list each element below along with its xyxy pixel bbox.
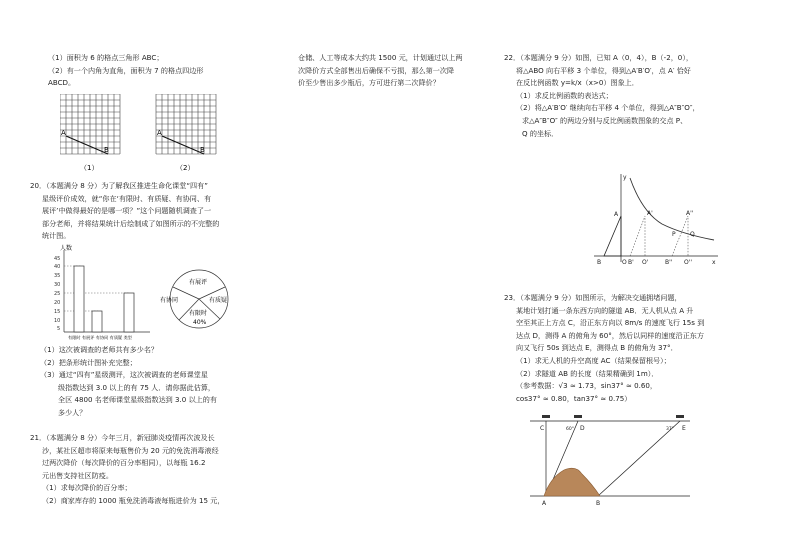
q20-block bbox=[30, 180, 219, 243]
bar-category-labels: 有限时 有展评 有协同 有质疑 类型 bbox=[68, 335, 132, 340]
q22-part2-line3: Q 的坐标． bbox=[522, 128, 559, 138]
q20-questions bbox=[40, 344, 217, 420]
fig-label-d: D bbox=[580, 425, 585, 432]
fig-label-b: B bbox=[596, 500, 601, 507]
fig-label-e: E bbox=[682, 425, 686, 432]
bar-4 bbox=[124, 293, 134, 332]
q21-line-4: 元出售支持社区防疫。 bbox=[42, 470, 113, 480]
graph-label-b: B bbox=[597, 259, 602, 266]
label-a-2: A bbox=[157, 129, 162, 137]
q22-part2-line2: 求△A″B″O″ 的两边分别与反比例函数图象的交点 P、 bbox=[522, 115, 688, 125]
fig-angle-37: 37° bbox=[666, 427, 674, 432]
graph-label-p: P bbox=[672, 231, 676, 238]
segment-ab-2 bbox=[162, 136, 204, 154]
label-b-2: B bbox=[200, 146, 205, 154]
q23-line-1: 23．（本题满分 9 分）如图所示，为解决交通拥堵问题， bbox=[504, 293, 682, 302]
bar-chart bbox=[54, 244, 150, 341]
bar-2 bbox=[92, 311, 102, 332]
q22-line-3: 在反比例函数 y=k/x（x>0）图象上． bbox=[516, 78, 639, 88]
q20-line-5: 统计图。 bbox=[42, 231, 71, 241]
q23-block bbox=[504, 292, 704, 405]
tick-25: 25 bbox=[54, 291, 61, 297]
pie-label-xianshi: 有限时 bbox=[189, 310, 208, 317]
tick-5: 5 bbox=[57, 326, 61, 332]
q21-part2: （2）商家库存的 1000 瓶免洗消毒液每瓶进价为 15 元， bbox=[42, 495, 225, 505]
tick-30: 30 bbox=[54, 282, 61, 288]
q21-part1: （1）求每次降价的百分率； bbox=[42, 483, 132, 493]
tick-10: 10 bbox=[54, 318, 61, 324]
q20-line-1: 20．（本题满分 8 分）为了解我区推进生命化课堂“四有” bbox=[30, 181, 208, 190]
q23-part1: （1）求无人机的升空高度 AC（结果保留根号）； bbox=[516, 355, 671, 365]
q23-ref-1: （参考数据：√3 ≈ 1.73，sin37° ≈ 0.60， bbox=[516, 381, 658, 391]
q20-q1: （1）这次被调查的老师共有多少名？ bbox=[40, 345, 159, 354]
pie-label-zhiyi: 有质疑 bbox=[209, 297, 228, 304]
line-eb bbox=[598, 421, 680, 496]
grid-caption-1: （1） bbox=[80, 164, 99, 172]
fig-label-a: A bbox=[542, 500, 547, 507]
graph-label-x: x bbox=[712, 259, 716, 266]
fig-label-c: C bbox=[540, 425, 545, 432]
graph-label-b2: B'' bbox=[665, 259, 673, 266]
q23-line-2: 某地计划打通一条东西方向的隧道 AB．无人机从点 A 升 bbox=[516, 305, 694, 315]
pie-chart bbox=[160, 270, 228, 328]
label-b-1: B bbox=[104, 146, 109, 154]
pie-label-xietong: 有协同 bbox=[160, 297, 179, 304]
bar-1 bbox=[74, 266, 84, 332]
label-a-1: A bbox=[61, 129, 66, 137]
graph-label-q: Q bbox=[690, 231, 695, 238]
col2-line-3: 价至少售出多少瓶后，方可进行第二次降价？ bbox=[298, 78, 440, 88]
q22-line-2: 将△ABO 向右平移 3 个单位，得到△A′B′O′，点 A′ 恰好 bbox=[516, 65, 691, 75]
pie-label-40: 40% bbox=[193, 319, 207, 326]
drone-icons bbox=[542, 415, 684, 418]
q20-line-4: 部分老师，并将结果统计后绘制成了如图所示的不完整的 bbox=[42, 218, 220, 228]
fig-angle-60: 60° bbox=[566, 427, 574, 432]
q22-graph bbox=[592, 172, 722, 267]
grid-figure-2 bbox=[156, 94, 216, 172]
column-middle bbox=[298, 52, 462, 90]
q21-line-2: 沙，某社区超市将原来每瓶售价为 20 元的免洗消毒液经 bbox=[42, 445, 219, 455]
q20-q3-line4: 多少人？ bbox=[58, 407, 87, 417]
tick-20: 20 bbox=[54, 300, 61, 306]
graph-label-a2: A'' bbox=[686, 210, 694, 217]
graph-label-b1: B' bbox=[628, 259, 634, 266]
grid-caption-2: （2） bbox=[176, 164, 195, 172]
graph-label-y: y bbox=[623, 174, 627, 181]
col2-line-1: 仓储、人工等成本大约共 1500 元，计划通过以上两 bbox=[298, 53, 463, 62]
segment-ab-1 bbox=[66, 136, 108, 154]
tick-40: 40 bbox=[54, 264, 61, 270]
col2-line-2: 次降价方式全部售出后确保不亏损，那么第一次降 bbox=[298, 65, 455, 75]
q23-line-3: 空至其正上方点 C，沿正东方向以 8m/s 的速度飞行 15s 到 bbox=[516, 318, 705, 328]
pie-label-zhanping: 有展评 bbox=[189, 279, 208, 286]
q23-ref-2: cos37° ≈ 0.80，tan37° ≈ 0.75） bbox=[516, 393, 632, 403]
q23-line-5: 向又飞行 50s 到达点 E，测得点 B 的俯角为 37°． bbox=[516, 343, 678, 353]
q19-part2: （2）有一个内角为直角，面积为 7 的格点四边形 bbox=[48, 65, 204, 75]
triangle-abo bbox=[604, 216, 621, 256]
q21-line-3: 过两次降价（每次降价的百分率相同），以每瓶 16.2 bbox=[42, 458, 206, 468]
drone-icon-e bbox=[676, 415, 684, 418]
graph-label-o1: O' bbox=[642, 259, 649, 266]
q22-line-1: 22．（本题满分 9 分）如图，已知 A（0，4），B（-2，0）， bbox=[504, 53, 693, 62]
grid-figure-1 bbox=[60, 94, 120, 172]
q21-block bbox=[30, 432, 225, 508]
column-left bbox=[30, 52, 203, 90]
q23-line-4: 达点 D，测得 A 的俯角为 60°，然后以同样的速度沿正东方 bbox=[516, 330, 704, 340]
q22-part1: （1）求反比例函数的表达式； bbox=[516, 90, 613, 100]
q22-part2: （2）将△A′B′O′ 继续向右平移 4 个单位，得到△A″B″O″， bbox=[516, 103, 700, 113]
q21-line-1: 21．（本题满分 8 分）今年三月，新冠肺炎疫情再次波及长 bbox=[30, 433, 215, 442]
q20-q2: （2）把条形统计图补充完整； bbox=[40, 357, 137, 367]
tick-15: 15 bbox=[54, 309, 61, 315]
bar-chart-ylabel: 人数 bbox=[60, 245, 73, 252]
q20-line-2: 星级评价成效，就“你在‘有限时、有质疑、有协同、有 bbox=[42, 193, 212, 203]
graph-label-a1: A' bbox=[647, 210, 653, 217]
tick-35: 35 bbox=[54, 273, 61, 279]
graph-label-o: O bbox=[622, 259, 627, 266]
graph-label-a: A bbox=[614, 211, 619, 218]
q19-part1: （1）面积为 6 的格点三角形 ABC； bbox=[48, 53, 164, 62]
q23-figure bbox=[520, 412, 700, 512]
triangle-a1b1o1 bbox=[630, 216, 645, 256]
q20-line-3: 展评’中做得最好的是哪一项？”这个问题随机调查了一 bbox=[42, 206, 212, 216]
drone-icon-c bbox=[542, 415, 550, 418]
drone-icon-d bbox=[574, 415, 582, 418]
tick-45: 45 bbox=[54, 256, 61, 262]
q23-part2: （2）求隧道 AB 的长度（结果精确到 1m）． bbox=[516, 368, 659, 378]
graph-label-o2: O'' bbox=[684, 259, 693, 266]
q20-q3-line3: 全区 4800 名老师课堂星级指数达到 3.0 以上的有 bbox=[58, 395, 217, 405]
q19-part2-cont: ABCD。 bbox=[48, 78, 76, 88]
column-right bbox=[504, 52, 700, 140]
grid-figures bbox=[60, 94, 240, 174]
mountain bbox=[544, 468, 600, 496]
q20-q3-line2: 级指数达到 3.0 以上的有 75 人．请你据此估算， bbox=[58, 382, 216, 392]
q20-charts bbox=[42, 244, 242, 344]
q20-q3: （3）通过“四有”星级测评，这次被调查的老师课堂星 bbox=[40, 370, 208, 380]
